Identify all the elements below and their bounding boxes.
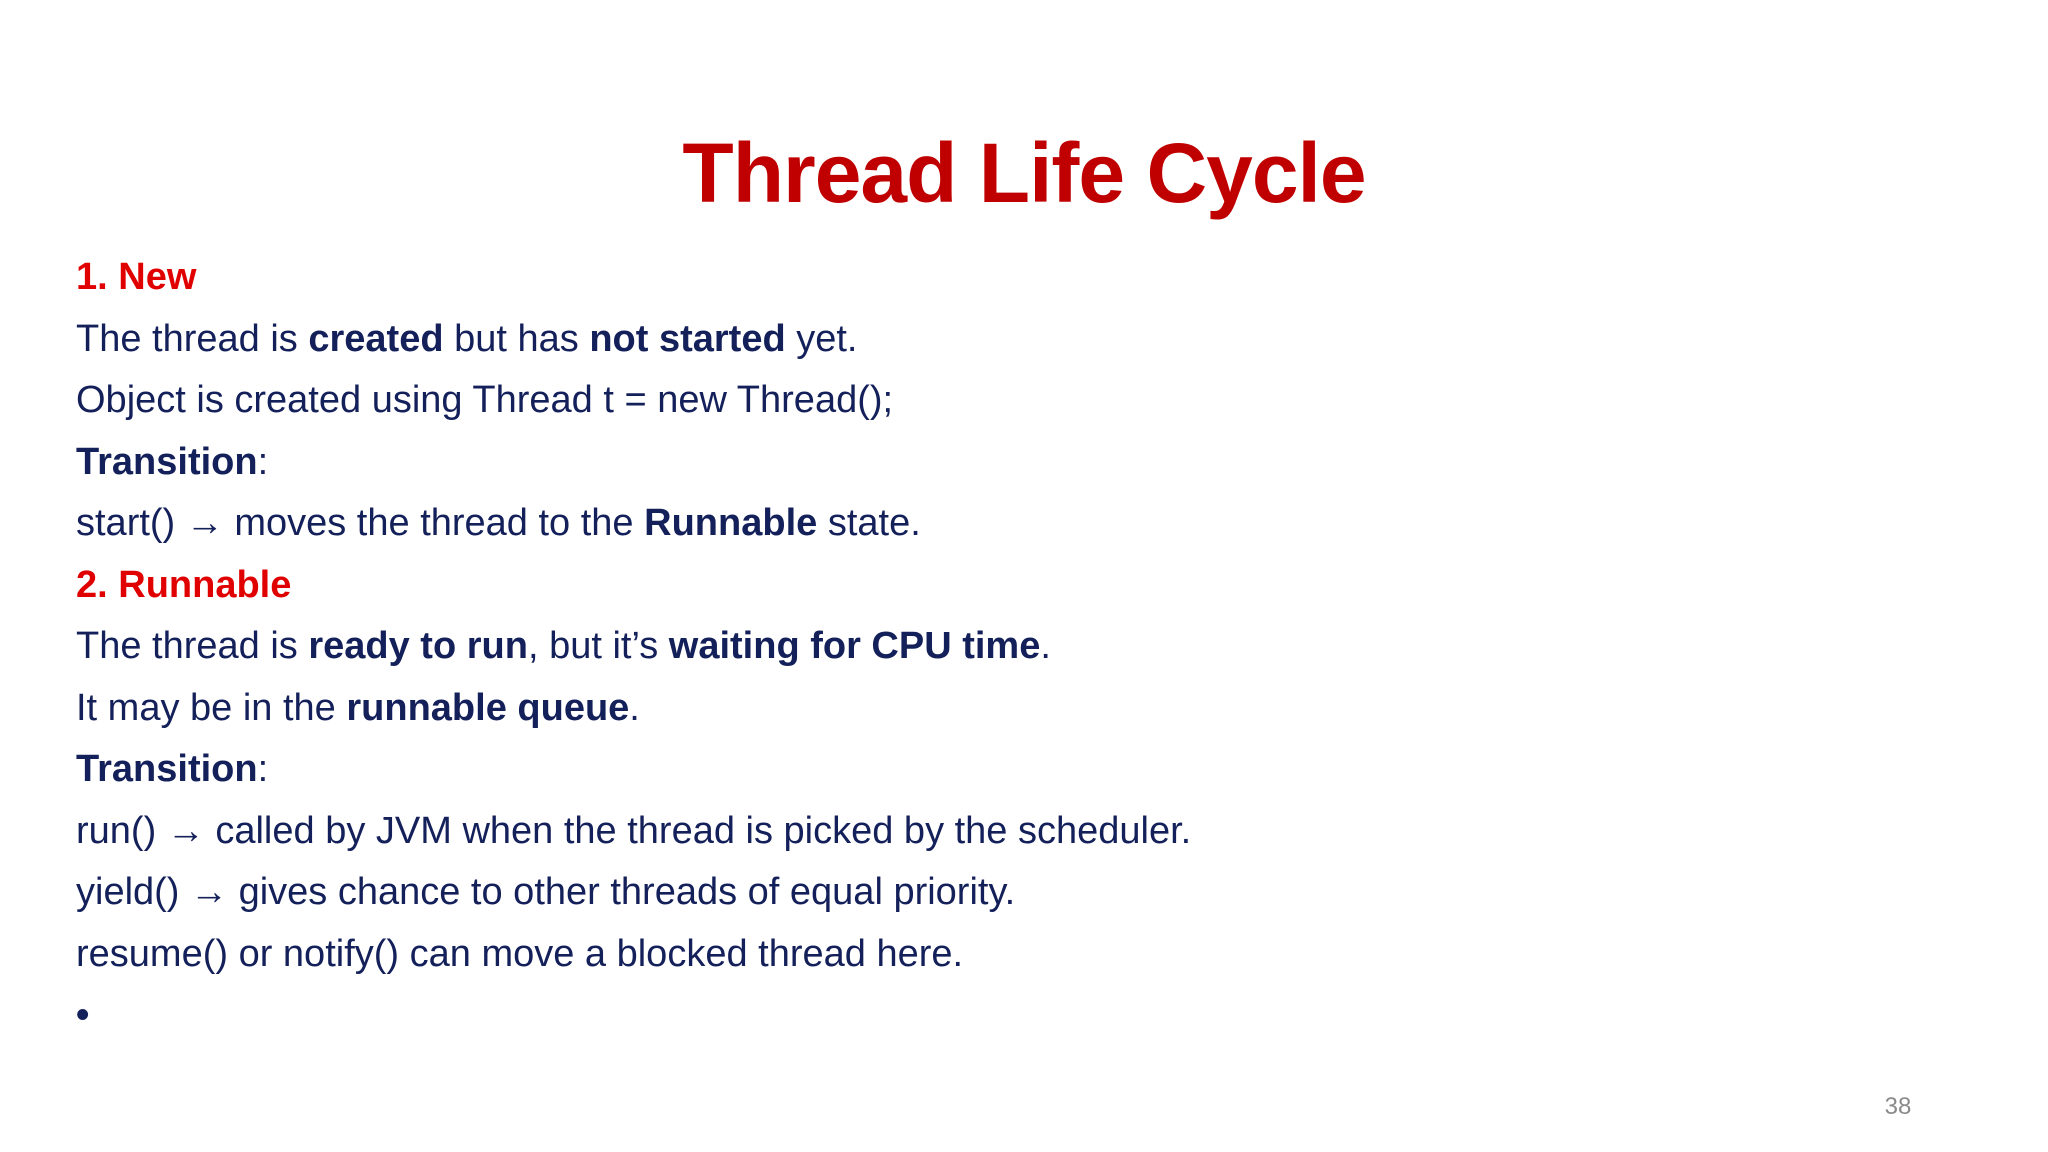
body-line bbox=[76, 801, 1976, 863]
bold-text: • bbox=[76, 994, 90, 1036]
body-line bbox=[76, 309, 1976, 371]
section-heading bbox=[76, 247, 1976, 309]
text-segment: but has bbox=[443, 317, 590, 360]
body-line bbox=[76, 432, 1976, 494]
body-line bbox=[76, 370, 1976, 432]
body-line bbox=[76, 739, 1976, 801]
text-segment: start() → moves the thread to the bbox=[76, 502, 645, 544]
text-segment: The thread is bbox=[76, 317, 309, 360]
bold-text: created bbox=[308, 317, 444, 360]
text-segment: Object is created using Thread t = new Thread(); bbox=[76, 379, 894, 421]
text-segment: . bbox=[1040, 625, 1051, 667]
body-line bbox=[76, 616, 1976, 678]
bold-text: 2. Runnable bbox=[76, 563, 292, 606]
body-line bbox=[76, 862, 1976, 924]
text-segment: resume() or notify() can move a blocked thread here. bbox=[76, 932, 964, 975]
section-heading bbox=[76, 555, 1976, 617]
bold-text: waiting for CPU time bbox=[668, 625, 1041, 667]
text-segment: run() → called by JVM when the thread is picked by the scheduler. bbox=[76, 809, 1192, 852]
text-segment: : bbox=[257, 440, 269, 483]
bold-text: Transition bbox=[76, 440, 258, 483]
text-segment: The thread is bbox=[76, 625, 309, 667]
text-segment: : bbox=[257, 748, 269, 790]
text-segment: state. bbox=[817, 502, 921, 544]
bold-text: ready to run bbox=[308, 625, 528, 667]
bold-text: 1. New bbox=[76, 256, 197, 298]
page-number: 38 bbox=[1884, 1093, 1912, 1120]
bold-text: Runnable bbox=[644, 502, 818, 544]
slide-title: Thread Life Cycle bbox=[682, 126, 1366, 220]
body-line bbox=[76, 678, 1976, 740]
text-segment: yet. bbox=[785, 317, 858, 360]
slide-body bbox=[76, 247, 1976, 1047]
bold-text: not started bbox=[589, 317, 786, 360]
bold-text: runnable queue bbox=[346, 686, 630, 729]
text-segment: It may be in the bbox=[76, 686, 347, 729]
text-segment: yield() → gives chance to other threads of equal priority. bbox=[76, 871, 1016, 913]
body-line bbox=[76, 924, 1976, 986]
bold-text: Transition bbox=[76, 748, 258, 790]
text-segment: . bbox=[629, 686, 640, 729]
text-segment: , but it’s bbox=[527, 625, 669, 667]
body-line bbox=[76, 493, 1976, 555]
bullet-point bbox=[76, 985, 1976, 1047]
